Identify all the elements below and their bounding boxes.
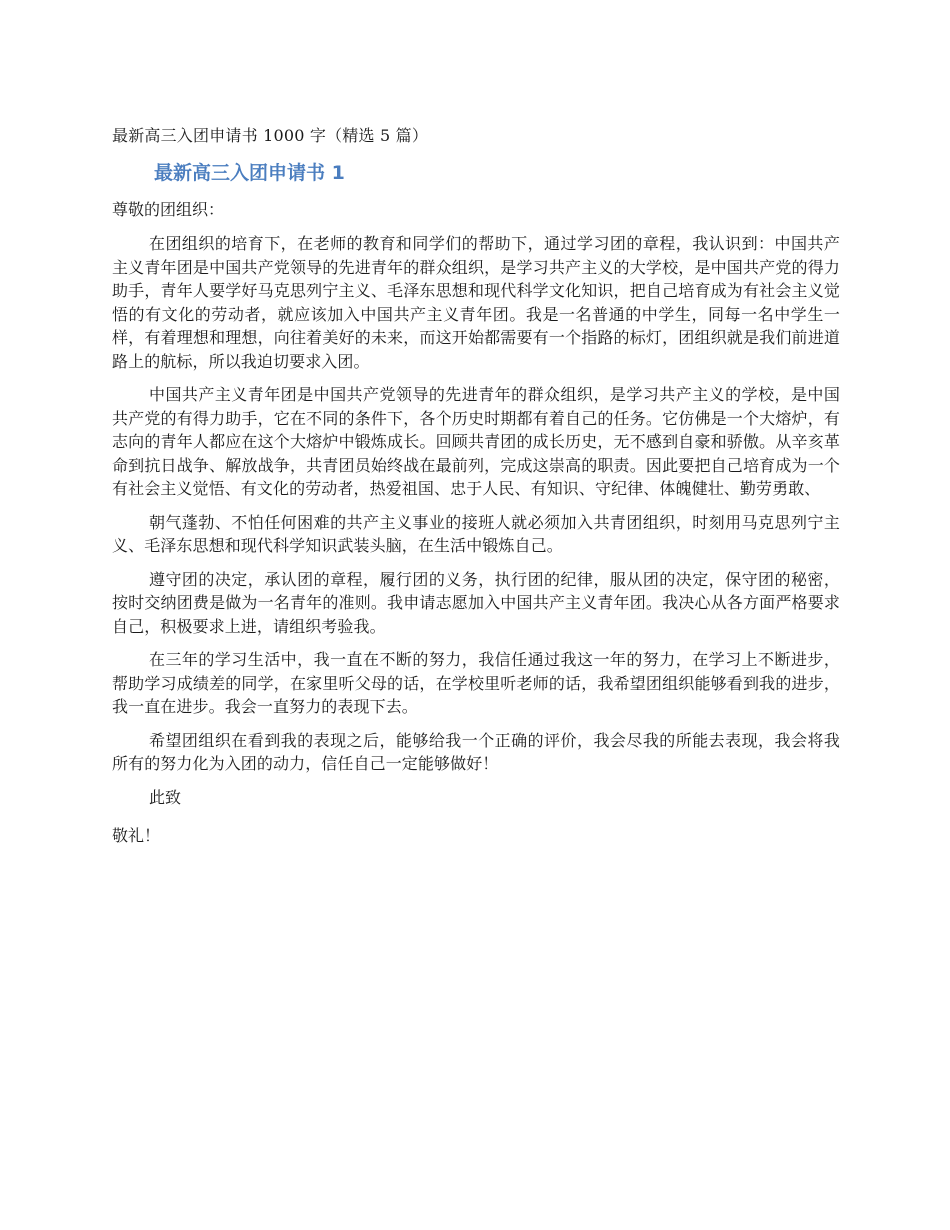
document-page (112, 122, 840, 848)
paragraph: 在三年的学习生活中，我一直在不断的努力，我信任通过我这一年的努力，在学习上不断进步，帮助学习成绩差的同学，在家里听父母的话，在学校里听老师的话，我希望团组织能够看到我的进步，我一直在进步。我会一直努力的表现下去。 (112, 650, 840, 716)
paragraph: 在团组织的培育下，在老师的教育和同学们的帮助下，通过学习团的章程，我认识到：中国共产主义青年团是中国共产党领导的先进青年的群众组织，是学习共产主义的大学校，是中国共产党的得力助手，青年人要学好马克思列宁主义、毛泽东思想和现代科学文化知识，把自己培育成为有社会主义觉悟的有文化的劳动者，就应该加入中国共产主义青年团。我是一名普通的中学生，同每一名中学生一样，有着理想和理想，向往着美好的未来，而这开始都需要有一个指路的标灯，团组织就是我们前进道路上的航标，所以我迫切要求入团。 (112, 234, 840, 371)
paragraph: 希望团组织在看到我的表现之后，能够给我一个正确的评价，我会尽我的所能去表现，我会将我所有的努力化为入团的动力，信任自己一定能够做好！ (112, 730, 840, 773)
document-title: 最新高三入团申请书 1000 字（精选 5 篇） (112, 126, 429, 145)
paragraph: 遵守团的决定，承认团的章程，履行团的义务，执行团的纪律，服从团的决定，保守团的秘密，按时交纳团费是做为一名青年的准则。我申请志愿加入中国共产主义青年团。我决心从各方面严格要求自己，积极要求上进，请组织考验我。 (112, 569, 840, 636)
closing-line: 此致 (149, 787, 182, 807)
paragraph: 中国共产主义青年团是中国共产党领导的先进青年的群众组织，是学习共产主义的学校，是中国共产党的有得力助手，它在不同的条件下，各个历史时期都有着自己的任务。它仿佛是一个大熔炉，有志向的青年人都应在这个大熔炉中锻炼成长。回顾共青团的成长历史，无不感到自豪和骄傲。从辛亥革命到抗日战争、解放战争，共青团员始终战在最前列，完成这崇高的职责。因此要把自己培育成为一个有社会主义觉悟、有文化的劳动者，热爱祖国、忠于人民、有知识、守纪律、体魄健壮、勤劳勇敢、 (112, 385, 840, 498)
salutation: 尊敬的团组织： (112, 200, 225, 219)
paragraph: 朝气蓬勃、不怕任何困难的共产主义事业的接班人就必须加入共青团组织，时刻用马克思列宁主义、毛泽东思想和现代科学知识武装头脑，在生活中锻炼自己。 (112, 512, 840, 555)
regards-line: 敬礼！ (112, 825, 161, 845)
section-heading: 最新高三入团申请书 1 (154, 162, 345, 184)
